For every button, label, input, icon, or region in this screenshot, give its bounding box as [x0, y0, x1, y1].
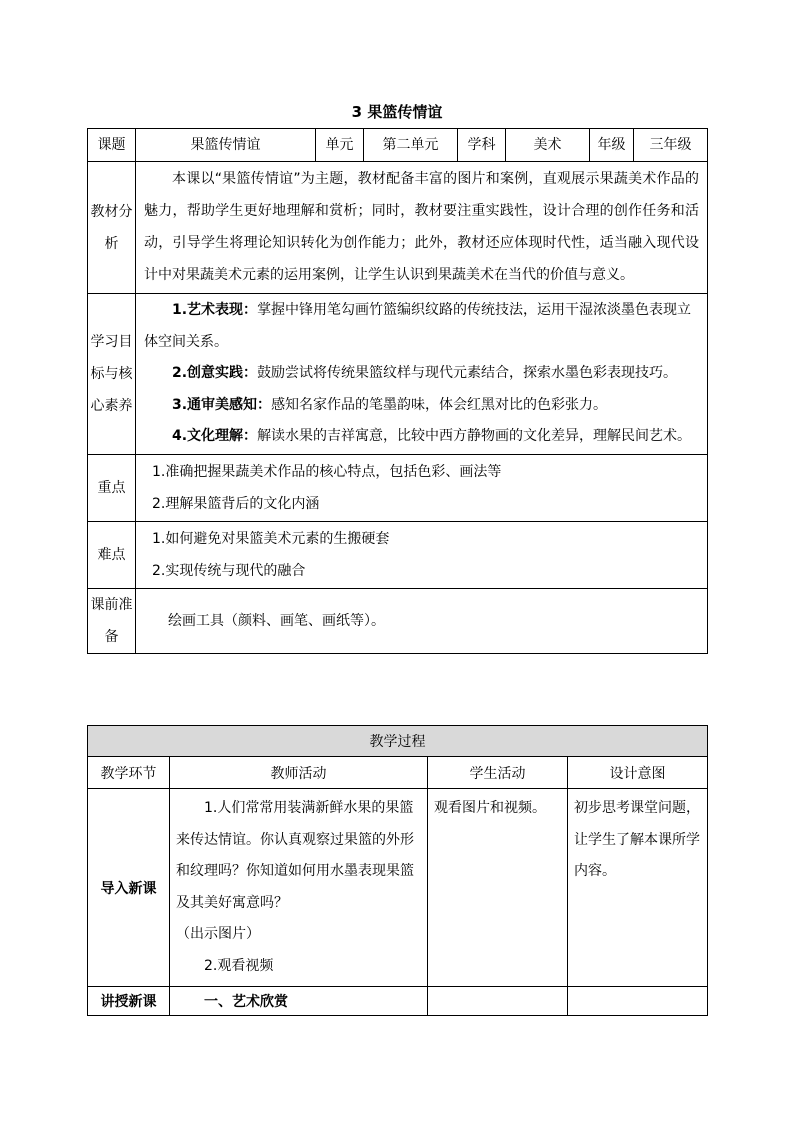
- design-intent: [568, 987, 708, 1016]
- key-points-row: [88, 454, 708, 521]
- teaching-process-table: [87, 725, 708, 1016]
- topic-value: 果篮传情谊: [136, 129, 316, 162]
- difficulty-point: 2.实现传统与现代的融合: [152, 562, 306, 579]
- goal-item: [144, 390, 699, 422]
- goals-label: 学习目标与核心素养: [88, 294, 136, 455]
- key-point: 2.理解果篮背后的文化内涵: [152, 495, 320, 512]
- col-student: 学生活动: [428, 757, 568, 789]
- prep-row: [88, 588, 708, 653]
- difficulty-point: 1.如何避免对果篮美术元素的生搬硬套: [152, 530, 390, 547]
- goal-title: 4.文化理解：: [172, 428, 258, 444]
- unit-value: 第二单元: [364, 129, 458, 162]
- unit-label: 单元: [316, 129, 364, 162]
- student-activity: 观看图片和视频。: [428, 789, 568, 987]
- goal-title: 1.艺术表现：: [172, 302, 258, 318]
- goal-title: 3.通审美感知：: [172, 396, 272, 413]
- teacher-activity-note: （出示图片）: [176, 926, 260, 942]
- page-title: 3 果篮传情谊: [351, 103, 443, 121]
- prep-label: 课前准备: [88, 588, 136, 653]
- process-column-headers: [88, 757, 708, 789]
- goal-item: [144, 358, 699, 390]
- grade-value: 三年级: [634, 129, 708, 162]
- grade-label: 年级: [590, 129, 634, 162]
- goal-text: 鼓励尝试将传统果篮纹样与现代元素结合，探索水墨色彩表现技巧。: [257, 365, 678, 381]
- stage-intro: 导入新课: [88, 789, 170, 987]
- lesson-info-table: [87, 128, 708, 654]
- goal-item: [144, 295, 699, 358]
- col-teacher: 教师活动: [170, 757, 428, 789]
- process-row-new-lesson: [88, 987, 708, 1016]
- teacher-activity-text: 2.观看视频: [204, 957, 274, 974]
- key-label: 重点: [88, 454, 136, 521]
- stage-new-lesson: 讲授新课: [88, 987, 170, 1016]
- prep-text: 绘画工具（颜料、画笔、画纸等）。: [136, 588, 708, 653]
- design-intent: 初步思考课堂问题，让学生了解本课所学内容。: [568, 789, 708, 987]
- analysis-row: [88, 162, 708, 294]
- topic-label: 课题: [88, 129, 136, 162]
- difficulty-row: [88, 521, 708, 588]
- key-point: 1.准确把握果蔬美术作品的核心特点，包括色彩、画法等: [152, 463, 502, 480]
- col-stage: 教学环节: [88, 757, 170, 789]
- goal-text: 感知名家作品的笔墨韵味，体会红黑对比的色彩张力。: [271, 396, 608, 413]
- goals-row: [88, 294, 708, 455]
- student-activity: [428, 987, 568, 1016]
- subject-value: 美术: [506, 129, 590, 162]
- goal-text: 解读水果的吉祥寓意，比较中西方静物画的文化差异，理解民间艺术。: [257, 428, 692, 444]
- teacher-activity-text: 1.人们常常用装满新鲜水果的果篮来传达情谊。你认真观察过果篮的外形和纹理吗？你知道如何用水墨表现果篮及其美好寓意吗？: [176, 800, 414, 911]
- subject-label: 学科: [458, 129, 506, 162]
- teacher-activity-text: 一、艺术欣赏: [170, 987, 428, 1016]
- process-header: 教学过程: [88, 726, 708, 757]
- topic-row: [88, 129, 708, 162]
- goal-item: [144, 421, 699, 453]
- goal-title: 2.创意实践：: [172, 365, 258, 381]
- difficulty-label: 难点: [88, 521, 136, 588]
- analysis-text: 本课以“果篮传情谊”为主题，教材配备丰富的图片和案例，直观展示果蔬美术作品的魅力，帮助学生更好地理解和赏析；同时，教材要注重实践性，设计合理的创作任务和活动，引导学生将理论知识转化为创作能力；此外，教材还应体现时代性，适当融入现代设计中对果蔬美术元素的运用案例，让学生认识到果蔬美术在当代的价值与意义。: [136, 162, 708, 294]
- analysis-label: 教材分析: [88, 162, 136, 294]
- col-intent: 设计意图: [568, 757, 708, 789]
- process-row-intro: [88, 789, 708, 987]
- goal-text: 掌握中锋用笔勾画竹篮编织纹路的传统技法，运用干湿浓淡墨色表现立体空间关系。: [144, 302, 692, 350]
